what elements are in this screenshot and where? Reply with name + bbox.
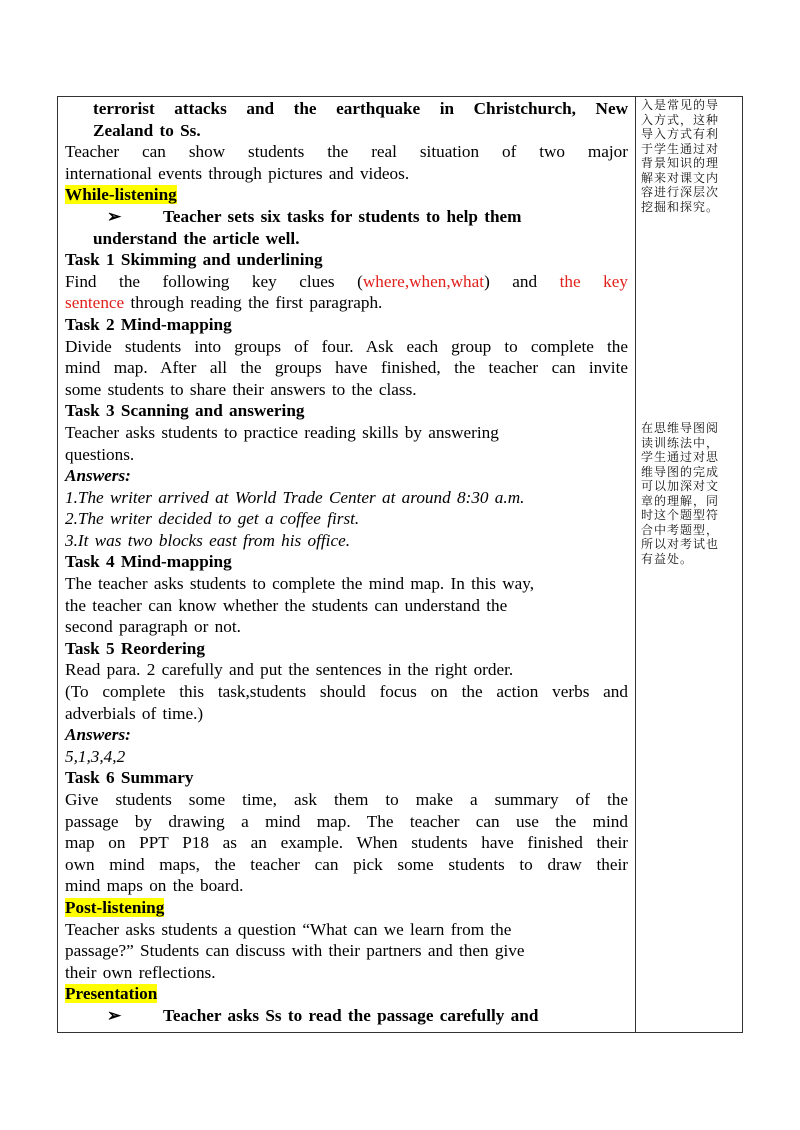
post-listening-heading: Post-listening: [65, 897, 165, 917]
task5-answer: 5,1,3,4,2: [65, 746, 126, 766]
task1-line-2: [65, 292, 628, 314]
note2-line: 所以对考试也: [641, 537, 720, 551]
task1-line-1: [65, 271, 628, 293]
task6-line-5: mind maps on the board.: [65, 876, 244, 896]
note1-line: 导入方式有利: [641, 127, 720, 141]
task4-line-1: The teacher asks students to complete the mind map. In this way,: [65, 574, 535, 594]
note1-line: 背景知识的理: [641, 156, 720, 170]
task3-title: Task 3 Scanning and answering: [65, 401, 305, 421]
task1-keyword-sentence-cont: sentence: [65, 293, 125, 313]
arrow-bullet-icon-2: ➢: [107, 1005, 122, 1025]
note2-line: 章的理解，同: [641, 493, 720, 508]
design-note-2: [641, 421, 737, 566]
task1-title: Task 1 Skimming and underlining: [65, 250, 323, 270]
post-line-2: passage?” Students can discuss with their partners and then give: [65, 941, 525, 961]
bullet-text: Teacher sets six tasks for students to help them: [163, 206, 522, 226]
note1-line: 解来对课文内: [641, 170, 720, 185]
answer-2: 2.The writer decided to get a coffee first.: [65, 509, 360, 529]
task6-line-2: passage by drawing a mind map. The teacher can use the mind: [65, 811, 628, 831]
note1-line: 入方式，这种: [641, 112, 720, 127]
task2-line-2: mind map. After all the groups have finished, the teacher can invite: [65, 358, 628, 378]
task4-line-2: the teacher can know whether the students can understand the: [65, 595, 508, 615]
note2-line: 有益处。: [641, 551, 694, 566]
note2-line: 可以加深对文: [641, 479, 720, 493]
post-line-3: their own reflections.: [65, 962, 216, 982]
task1-keyword-sentence: the key: [559, 271, 628, 291]
task5-line-2: (To complete this task,students should focus on the action verbs and: [65, 682, 628, 702]
task1-text-b: ) and: [484, 271, 560, 291]
answers-label-2: Answers:: [65, 725, 131, 745]
intro-line-1: terrorist attacks and the earthquake in Christchurch, New: [93, 99, 628, 118]
note2-line: 维导图的完成: [641, 464, 720, 479]
note1-line: 挖掘和探究。: [641, 199, 720, 214]
task5-line-1: Read para. 2 carefully and put the sentences in the right order.: [65, 660, 514, 680]
answers-label: Answers:: [65, 466, 131, 486]
task6-title: Task 6 Summary: [65, 768, 194, 788]
task6-line-1: Give students some time, ask them to make a summary of the: [65, 790, 628, 809]
task4-line-3: second paragraph or not.: [65, 617, 241, 637]
task6-line-4: own mind maps, the teacher can pick some students to draw their: [65, 854, 628, 874]
task1-text-a: Find the following key clues (: [65, 271, 363, 291]
bullet-text-2: Teacher asks Ss to read the passage carefully and: [163, 1005, 539, 1025]
post-line-1: Teacher asks students a question “What can we learn from the: [65, 919, 512, 939]
presentation-heading: Presentation: [65, 984, 158, 1004]
intro-line-2: Zealand to Ss.: [93, 120, 201, 140]
task2-line-3: some students to share their answers to the class.: [65, 379, 417, 399]
task3-line-1: Teacher asks students to practice reading skills by answering: [65, 422, 499, 442]
design-note-1: [641, 98, 737, 214]
intro-line-4: international events through pictures and videos.: [65, 163, 410, 183]
task1-text-c: through reading the first paragraph.: [124, 293, 383, 313]
note1-line: 入是常见的导: [641, 98, 720, 112]
note2-line: 时这个题型符: [641, 508, 720, 522]
bullet-line-cont: understand the article well.: [93, 228, 300, 248]
task5-title: Task 5 Reordering: [65, 638, 205, 658]
note1-line: 于学生通过对: [641, 141, 720, 156]
note1-line: 容进行深层次: [641, 185, 720, 199]
procedure-cell: [65, 98, 628, 1027]
intro-line-3: Teacher can show students the real situation of two major: [65, 142, 628, 162]
column-divider: [635, 96, 636, 1033]
bullet-line-tasks: [65, 206, 628, 228]
note2-line: 在思维导图阅: [641, 421, 720, 435]
note2-line: 合中考题型，: [641, 522, 720, 537]
task2-title: Task 2 Mind-mapping: [65, 314, 232, 334]
answer-1: 1.The writer arrived at World Trade Center at around 8:30 a.m.: [65, 487, 525, 507]
bullet-line-presentation: [65, 1005, 628, 1027]
task5-line-3: adverbials of time.): [65, 703, 204, 723]
task2-line-1: Divide students into groups of four. Ask each group to complete the: [65, 336, 628, 356]
task3-line-2: questions.: [65, 444, 135, 464]
task1-keyword-clues: where,when,what: [362, 271, 485, 291]
task4-title: Task 4 Mind-mapping: [65, 552, 232, 572]
answer-3: 3.It was two blocks east from his office.: [65, 530, 351, 550]
note2-line: 学生通过对思: [641, 450, 720, 464]
task6-line-3: map on PPT P18 as an example. When students have finished their: [65, 833, 628, 853]
note2-line: 读训练法中，: [641, 435, 720, 450]
while-listening-heading: While-listening: [65, 185, 177, 205]
arrow-bullet-icon: ➢: [107, 206, 122, 226]
